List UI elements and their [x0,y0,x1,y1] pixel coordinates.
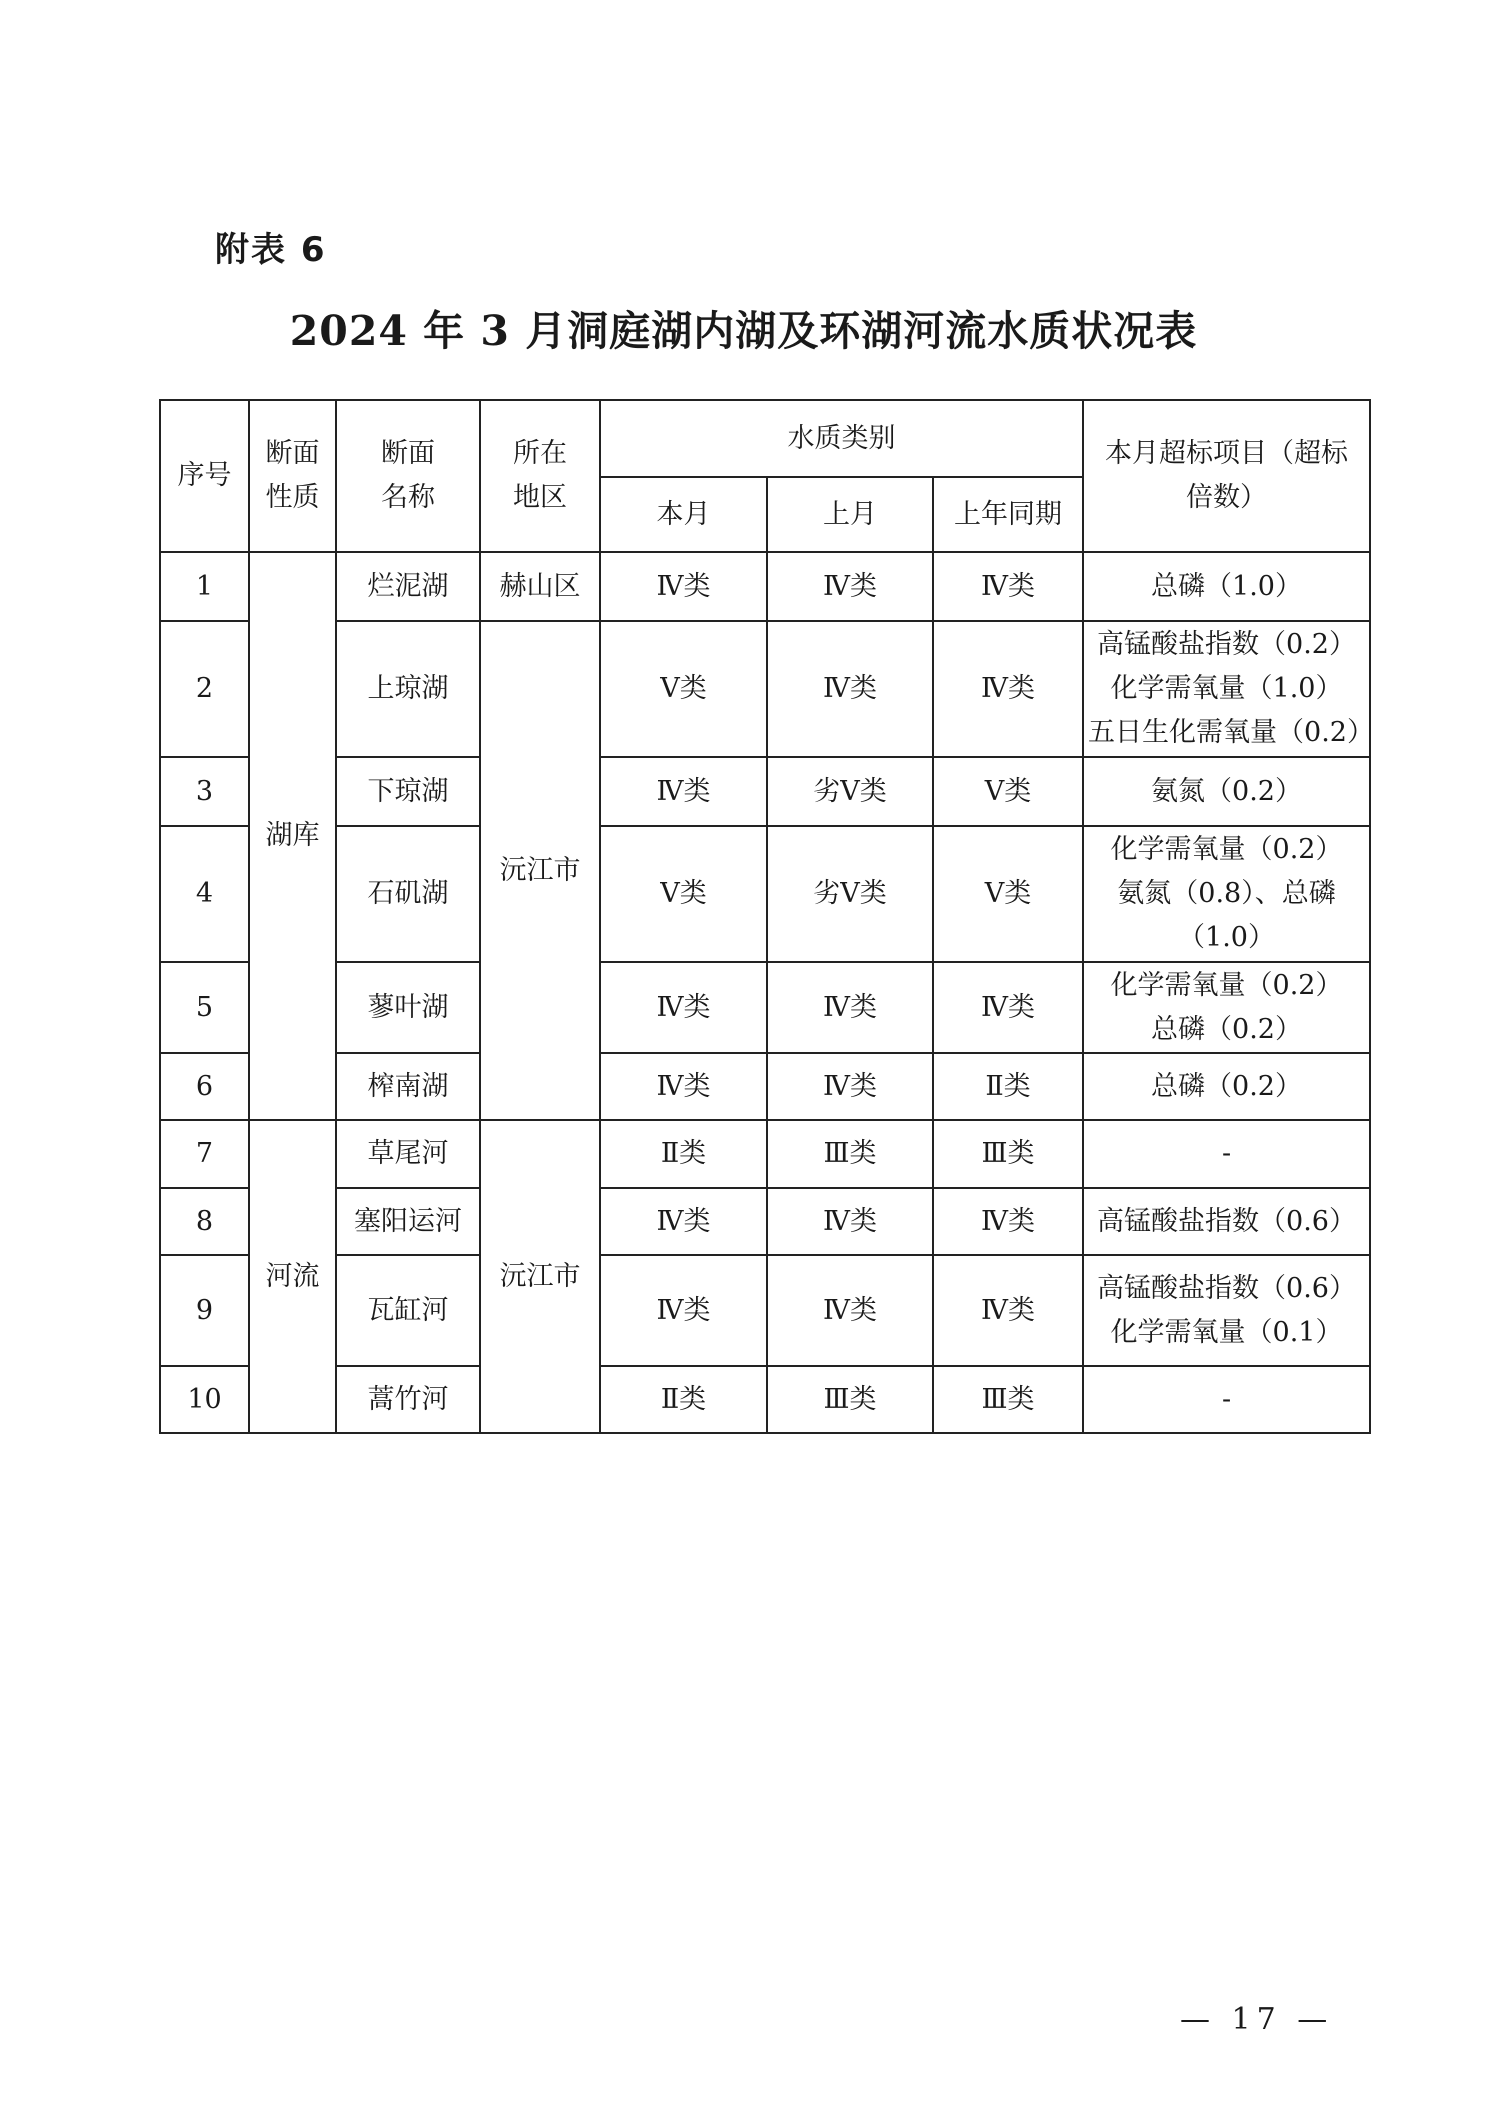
last-year-class: Ⅳ类 [933,621,1083,757]
last-year-class: Ⅳ类 [933,1188,1083,1255]
current-class: Ⅱ类 [600,1120,767,1188]
section-name: 蒿竹河 [336,1366,480,1433]
exceed-items: 高锰酸盐指数（0.6） [1083,1188,1370,1255]
last-month-class: Ⅳ类 [767,1188,933,1255]
last-year-class: Ⅳ类 [933,962,1083,1053]
section-name: 草尾河 [336,1120,480,1188]
exceed-items: - [1083,1120,1370,1188]
exceed-items: 总磷（0.2） [1083,1053,1370,1120]
current-class: Ⅴ类 [600,826,767,962]
last-month-class: Ⅳ类 [767,552,933,621]
section-name: 石矶湖 [336,826,480,962]
table-row [160,621,1370,757]
current-class: Ⅳ类 [600,1188,767,1255]
region-yuanjiang-lake: 沅江市 [480,621,600,1120]
current-class: Ⅴ类 [600,621,767,757]
header-row-1 [160,400,1370,477]
header-exceed: 本月超标项目（超标 倍数） [1083,400,1370,552]
seq-cell: 1 [160,552,249,621]
current-class: Ⅳ类 [600,962,767,1053]
seq-cell: 5 [160,962,249,1053]
document-title: 2024 年 3 月洞庭湖内湖及环湖河流水质状况表 [289,307,1198,355]
group-lake: 湖库 [249,552,336,1120]
exceed-items: 化学需氧量（0.2） 氨氮（0.8）、总磷 （1.0） [1083,826,1370,962]
table-row [160,757,1370,826]
exceed-items: 氨氮（0.2） [1083,757,1370,826]
current-class: Ⅳ类 [600,757,767,826]
table-row [160,1053,1370,1120]
last-year-class: Ⅲ类 [933,1120,1083,1188]
section-name: 塞阳运河 [336,1188,480,1255]
table-row [160,552,1370,621]
last-month-class: Ⅳ类 [767,1053,933,1120]
appendix-label: 附表 6 [215,230,327,270]
section-name: 下琼湖 [336,757,480,826]
group-river: 河流 [249,1120,336,1433]
section-name: 榨南湖 [336,1053,480,1120]
region-heshan: 赫山区 [480,552,600,621]
seq-cell: 4 [160,826,249,962]
last-month-class: Ⅳ类 [767,621,933,757]
table-row [160,1120,1370,1188]
exceed-items: 高锰酸盐指数（0.6） 化学需氧量（0.1） [1083,1255,1370,1366]
current-class: Ⅳ类 [600,552,767,621]
exceed-items: - [1083,1366,1370,1433]
header-nature: 断面 性质 [249,400,336,552]
last-year-class: Ⅴ类 [933,826,1083,962]
table-row [160,1188,1370,1255]
last-month-class: Ⅲ类 [767,1120,933,1188]
last-month-class: Ⅳ类 [767,962,933,1053]
water-quality-table [159,399,1374,1434]
page-number: — 17 — [1180,2002,1334,2037]
header-current-month: 本月 [600,477,767,552]
last-month-class: Ⅲ类 [767,1366,933,1433]
seq-cell: 6 [160,1053,249,1120]
exceed-items: 总磷（1.0） [1083,552,1370,621]
last-year-class: Ⅲ类 [933,1366,1083,1433]
section-name: 蓼叶湖 [336,962,480,1053]
current-class: Ⅳ类 [600,1255,767,1366]
current-class: Ⅳ类 [600,1053,767,1120]
last-year-class: Ⅳ类 [933,1255,1083,1366]
header-quality: 水质类别 [600,400,1083,477]
last-year-class: Ⅱ类 [933,1053,1083,1120]
seq-cell: 3 [160,757,249,826]
last-month-class: 劣Ⅴ类 [767,757,933,826]
header-region: 所在 地区 [480,400,600,552]
last-year-class: Ⅳ类 [933,552,1083,621]
exceed-items: 高锰酸盐指数（0.2） 化学需氧量（1.0） 五日生化需氧量（0.2） [1083,621,1370,757]
section-name: 瓦缸河 [336,1255,480,1366]
region-yuanjiang-river: 沅江市 [480,1120,600,1433]
section-name: 上琼湖 [336,621,480,757]
table-row [160,826,1370,962]
table-row [160,1255,1370,1366]
header-name: 断面 名称 [336,400,480,552]
header-seq: 序号 [160,400,249,552]
last-month-class: Ⅳ类 [767,1255,933,1366]
table-row [160,1366,1370,1433]
exceed-items: 化学需氧量（0.2） 总磷（0.2） [1083,962,1370,1053]
header-last-year: 上年同期 [933,477,1083,552]
last-year-class: Ⅴ类 [933,757,1083,826]
current-class: Ⅱ类 [600,1366,767,1433]
seq-cell: 9 [160,1255,249,1366]
seq-cell: 7 [160,1120,249,1188]
seq-cell: 8 [160,1188,249,1255]
seq-cell: 10 [160,1366,249,1433]
last-month-class: 劣Ⅴ类 [767,826,933,962]
seq-cell: 2 [160,621,249,757]
table-row [160,962,1370,1053]
header-last-month: 上月 [767,477,933,552]
section-name: 烂泥湖 [336,552,480,621]
